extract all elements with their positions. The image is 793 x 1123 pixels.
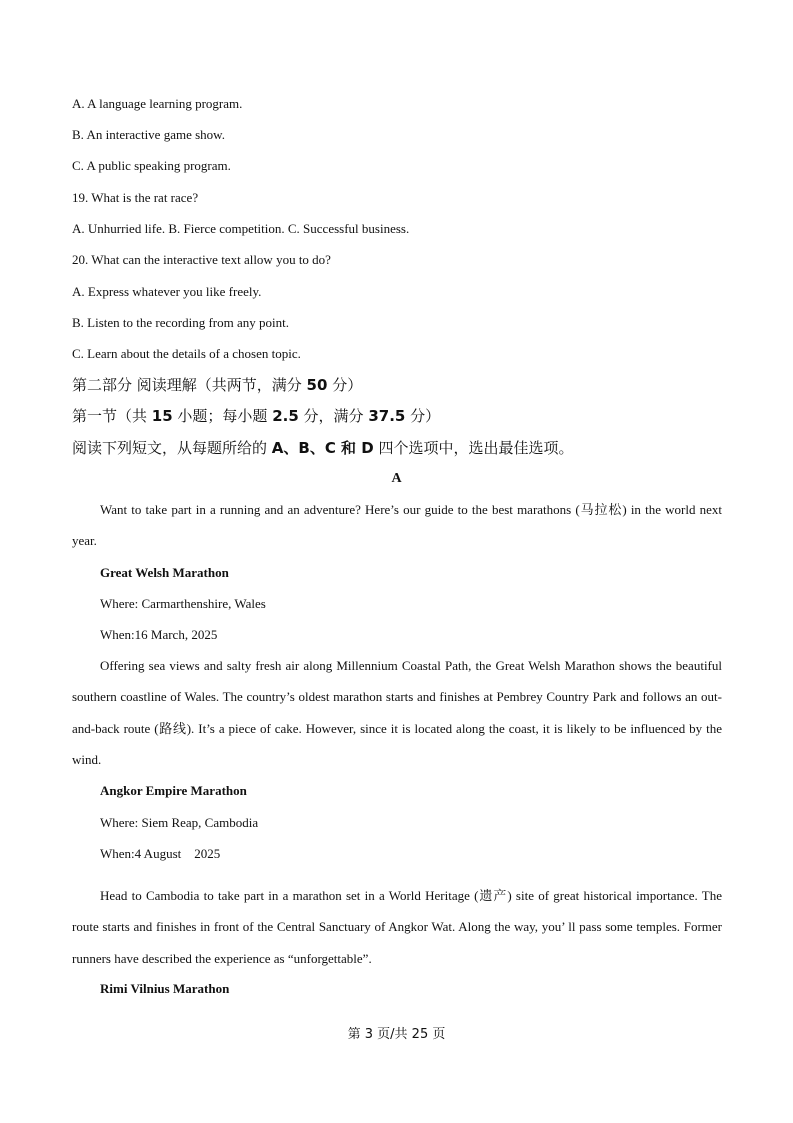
- reading-instructions: 阅读下列短文，从每题所给的 A、B、C 和 D 四个选项中，选出最佳选项。: [72, 439, 574, 457]
- marathon-3-name: Rimi Vilnius Marathon: [100, 981, 230, 996]
- q18-option-b: B. An interactive game show.: [72, 127, 225, 142]
- page-number: 第 3 页/共 25 页: [347, 1027, 446, 1042]
- marathon-2-description: Head to Cambodia to take part in a marathon set in a World Heritage (遗产) site of great historical importance. The route starts and finishes in front of the Central Sanctuary of Angkor Wat. Along the way, you’ ll pass some temples. Former runners have described the experience as “unforgettable”.: [72, 888, 722, 966]
- marathon-2-name: Angkor Empire Marathon: [100, 783, 247, 798]
- marathon-1-description: Offering sea views and salty fresh air along Millennium Coastal Path, the Great Welsh Marathon shows the beautiful southern coastline of Wales. The country’s oldest marathon starts and finishes at Pembrey Country Park and follows an out-and-back route (路线). It’s a piece of cake. However, since it is located along the coast, it is likely to be influenced by the wind.: [72, 658, 722, 767]
- marathon-2-when: When:4 August 2025: [100, 846, 221, 861]
- marathon-1-when: When:16 March, 2025: [100, 627, 218, 642]
- q20-question: 20. What can the interactive text allow you to do?: [72, 252, 331, 267]
- q18-option-a: A. A language learning program.: [72, 96, 243, 111]
- q20-option-b: B. Listen to the recording from any point.: [72, 315, 289, 330]
- marathon-1-name: Great Welsh Marathon: [100, 565, 229, 580]
- section-heading: 第一节（共 15 小题；每小题 2.5 分，满分 37.5 分）: [72, 407, 441, 425]
- passage-intro: Want to take part in a running and an adventure? Here’s our guide to the best marathons (马拉松) in the world next year.: [72, 502, 722, 549]
- passage-letter: A: [391, 471, 402, 486]
- q19-options: A. Unhurried life. B. Fierce competition. C. Successful business.: [72, 221, 410, 236]
- q20-option-c: C. Learn about the details of a chosen topic.: [72, 346, 301, 361]
- q20-option-a: A. Express whatever you like freely.: [72, 284, 262, 299]
- marathon-2-where: Where: Siem Reap, Cambodia: [100, 815, 259, 830]
- q18-option-c: C. A public speaking program.: [72, 158, 231, 173]
- marathon-1-where: Where: Carmarthenshire, Wales: [100, 596, 266, 611]
- q19-question: 19. What is the rat race?: [72, 190, 199, 205]
- part-heading: 第二部分 阅读理解（共两节，满分 50 分）: [72, 376, 363, 394]
